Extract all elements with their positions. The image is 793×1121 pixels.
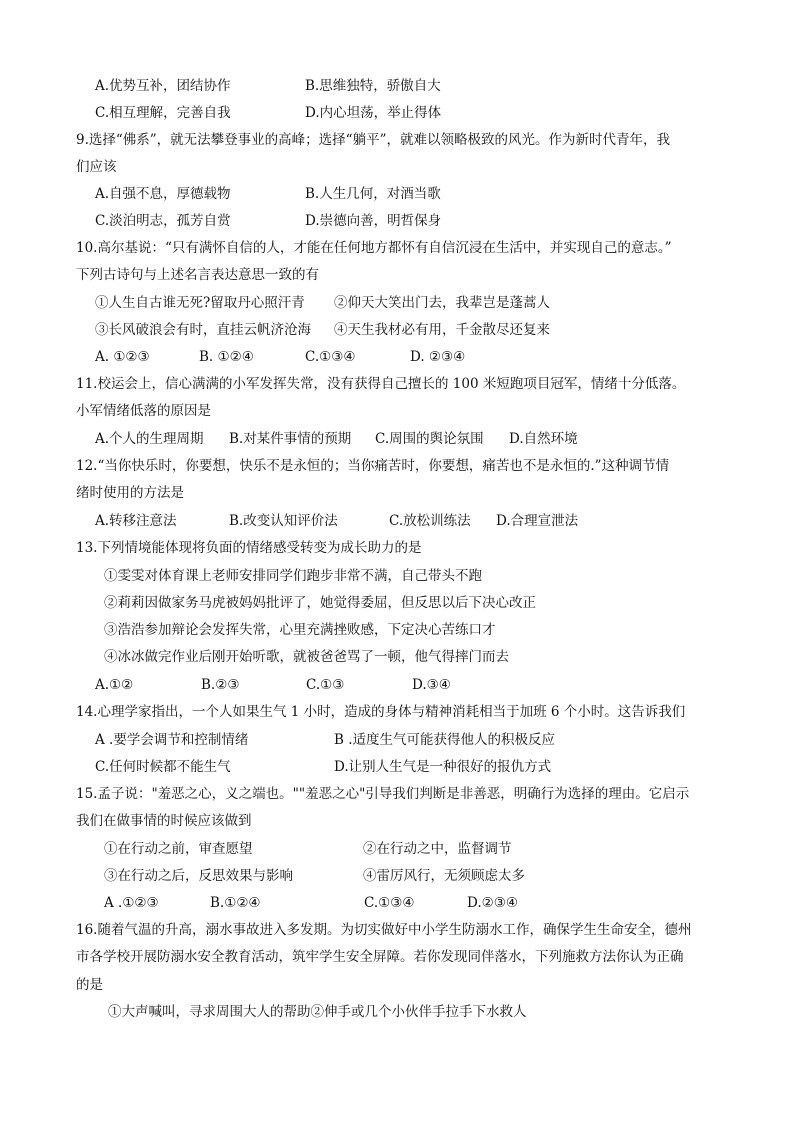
q9-option-b: B.人生几何，对酒当歌 <box>305 186 441 202</box>
q16-stem-line-1: 16.随着气温的升高，溺水事故进入多发期。为切实做好中小学生防溺水工作，确保学生生命安全，德州 <box>76 922 692 938</box>
q9-option-a: A.自强不息，厚德载物 <box>95 186 231 202</box>
q11-stem-line-1: 11.校运会上，信心满满的小军发挥失常，没有获得自己擅长的 100 米短跑项目冠军，情绪十分低落。 <box>76 376 686 392</box>
q8-option-a: A.优势互补，团结协作 <box>95 78 231 94</box>
q10-option-c: C.①③④ <box>305 349 356 365</box>
q9-option-d: D.崇德向善，明哲保身 <box>305 213 442 229</box>
q10-statement-2: ②仰天大笑出门去，我辈岂是蓬蒿人 <box>334 295 550 311</box>
q14-option-b: B .适度生气可能获得他人的积极反应 <box>334 732 556 748</box>
q10-stem-line-1: 10.高尔基说：“只有满怀自信的人，才能在任何地方都怀有自信沉浸在生活中，并实现自己的意志。” <box>76 240 672 256</box>
q11-stem-line-2: 小军情绪低落的原因是 <box>76 403 211 419</box>
q12-option-b: B.改变认知评价法 <box>229 513 338 529</box>
q15-statement-1: ①在行动之前，审查愿望 <box>104 841 253 857</box>
q13-option-a: A.①② <box>95 677 134 693</box>
q10-statement-1: ①人生自古谁无死?留取丹心照汗青 <box>95 295 305 311</box>
q15-statement-4: ④雷厉风行，无须顾虑太多 <box>363 868 525 884</box>
q11-option-c: C.周围的舆论氛围 <box>375 431 484 447</box>
q10-stem-line-2: 下列古诗句与上述名言表达意思一致的有 <box>76 267 319 283</box>
q16-statements-1-2: ①大声喊叫，寻求周围大人的帮助②伸手或几个小伙伴手拉手下水救人 <box>108 1004 527 1020</box>
q11-option-b: B.对某件事情的预期 <box>229 431 352 447</box>
q10-option-a: A. ①②③ <box>95 349 150 365</box>
q13-statement-1: ①雯雯对体育课上老师安排同学们跑步非常不满，自己带头不跑 <box>104 568 482 584</box>
q12-stem-line-2: 绪时使用的方法是 <box>76 485 184 501</box>
q8-option-d: D.内心坦荡，举止得体 <box>305 105 442 121</box>
q15-option-b: B.①②④ <box>210 895 261 911</box>
q8-option-c: C.相互理解，完善自我 <box>95 105 231 121</box>
q14-option-c: C.任何时候都不能生气 <box>95 759 231 775</box>
q13-statement-3: ③浩浩参加辩论会发挥失常，心里充满挫败感，下定决心苦练口才 <box>104 622 496 638</box>
q13-option-b: B.②③ <box>201 677 240 693</box>
q14-option-a: A .要学会调节和控制情绪 <box>95 732 249 748</box>
q10-option-d: D. ②③④ <box>410 349 466 365</box>
q16-stem-line-2: 市各学校开展防溺水安全教育活动，筑牢学生安全屏障。若你发现同伴落水，下列施救方法你认为正确 <box>76 949 684 965</box>
q16-stem-line-3: 的是 <box>76 977 103 993</box>
q9-option-c: C.淡泊明志，孤芳自赏 <box>95 213 231 229</box>
q13-statement-4: ④冰冰做完作业后刚开始听歌，就被爸爸骂了一顿，他气得摔门而去 <box>104 649 509 665</box>
q9-stem-line-2: 们应该 <box>76 159 117 175</box>
q15-option-a: A .①②③ <box>104 895 159 911</box>
q15-stem-line-1: 15.孟子说："羞恶之心，义之端也。""羞恶之心"引导我们判断是非善恶，明确行为选择的理由。它启示 <box>76 786 690 802</box>
q15-statement-2: ②在行动之中，监督调节 <box>363 841 512 857</box>
q12-option-d: D.合理宣泄法 <box>496 513 579 529</box>
q13-stem: 13.下列情境能体现将负面的情绪感受转变为成长助力的是 <box>76 540 422 556</box>
q13-statement-2: ②莉莉因做家务马虎被妈妈批评了，她觉得委屈，但反思以后下决心改正 <box>104 595 536 611</box>
q12-stem-line-1: 12.“当你快乐时，你要想，快乐不是永恒的；当你痛苦时，你要想，痛苦也不是永恒的.”这种调节情 <box>76 458 670 474</box>
q10-option-b: B. ①②④ <box>199 349 254 365</box>
q15-statement-3: ③在行动之后，反思效果与影响 <box>104 868 293 884</box>
q15-option-d: D.②③④ <box>467 895 518 911</box>
q8-option-b: B.思维独特，骄傲自大 <box>305 78 441 94</box>
q12-option-c: C.放松训练法 <box>389 513 471 529</box>
q11-option-a: A.个人的生理周期 <box>95 431 204 447</box>
q13-option-d: D.③④ <box>412 677 451 693</box>
q15-option-c: C.①③④ <box>364 895 415 911</box>
q12-option-a: A.转移注意法 <box>95 513 177 529</box>
q11-option-d: D.自然环境 <box>509 431 578 447</box>
q9-stem-line-1: 9.选择“佛系”，就无法攀登事业的高峰；选择“躺平”，就难以领略极致的风光。作为新时代青年，我 <box>76 132 670 148</box>
q10-statement-3: ③长风破浪会有时，直挂云帆济沧海 <box>95 322 311 338</box>
q10-statement-4: ④天生我材必有用，千金散尽还复来 <box>334 322 550 338</box>
q13-option-c: C.①③ <box>306 677 345 693</box>
q14-option-d: D.让别人生气是一种很好的报仇方式 <box>334 759 552 775</box>
q15-stem-line-2: 我们在做事情的时候应该做到 <box>76 813 252 829</box>
q14-stem: 14.心理学家指出，一个人如果生气 1 小时，造成的身体与精神消耗相当于加班 6 个小时。这告诉我们 <box>76 704 686 720</box>
